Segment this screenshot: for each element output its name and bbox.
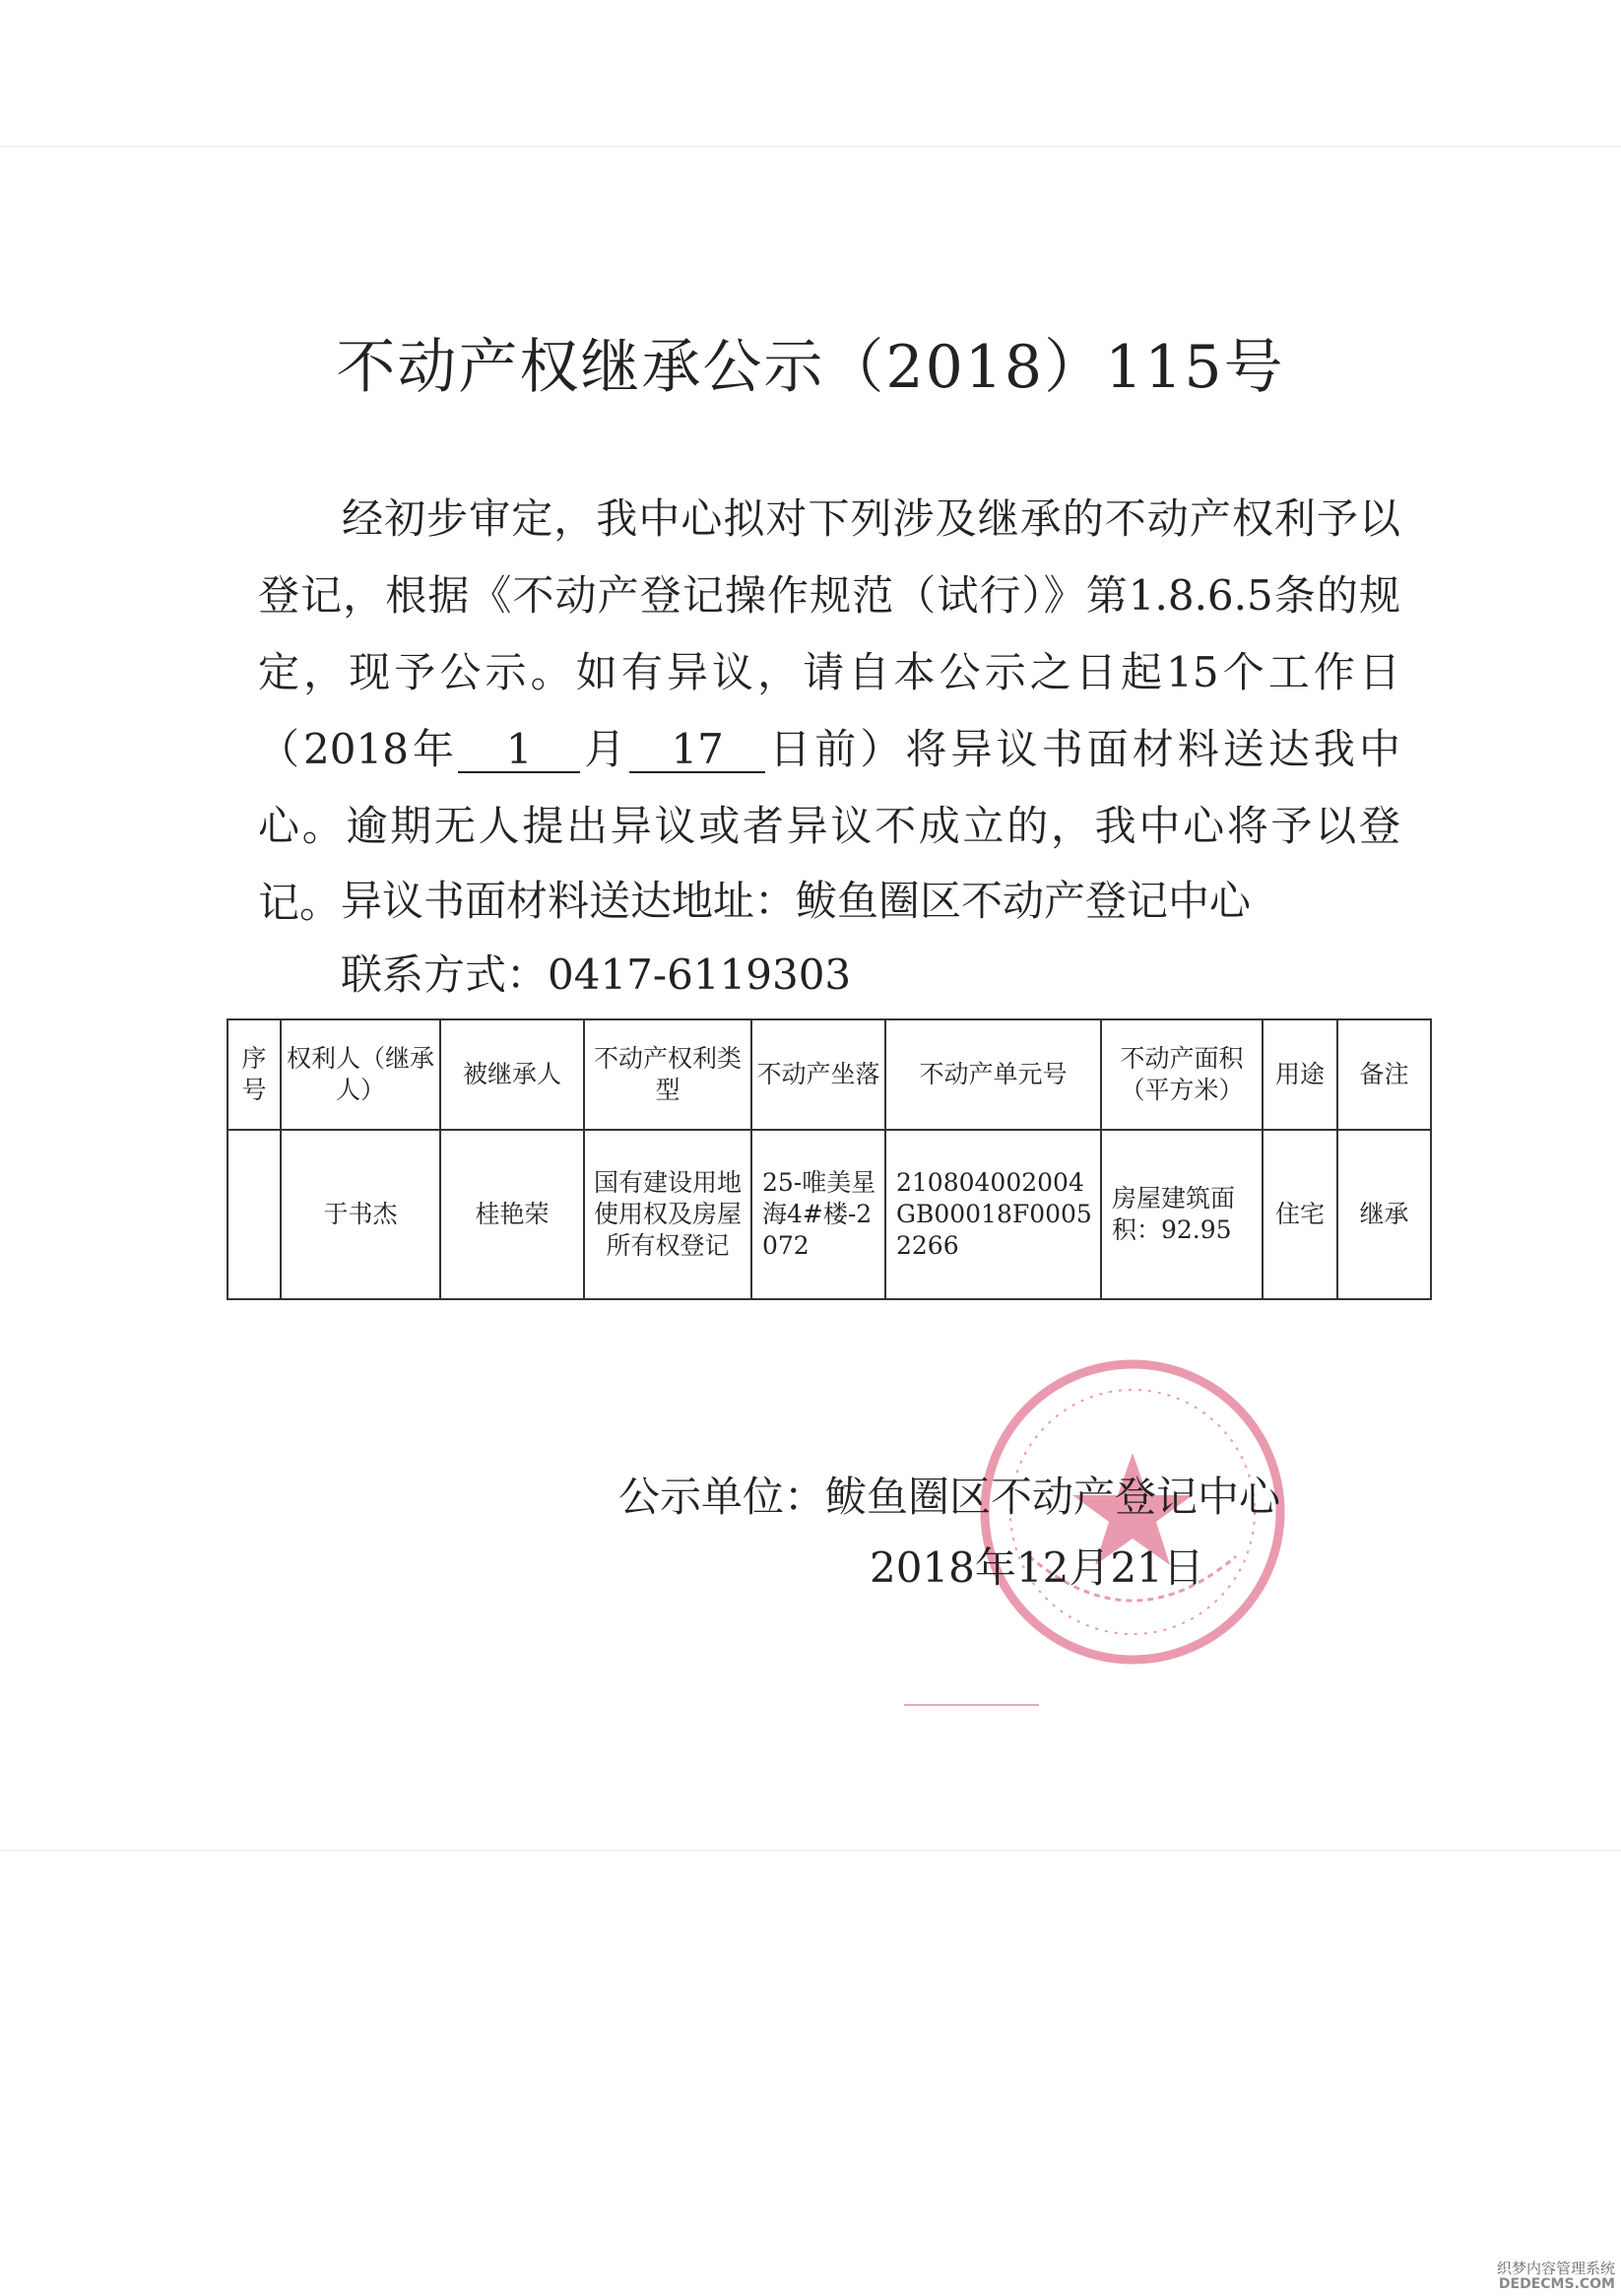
cell-remark: 继承: [1337, 1130, 1431, 1299]
header-unit-no: 不动产单元号: [885, 1019, 1101, 1130]
scan-line: [0, 1850, 1621, 1851]
address-line: [341, 869, 1251, 928]
address-value: 鲅鱼圈区不动产登记中心: [796, 877, 1252, 925]
cell-use: 住宅: [1263, 1130, 1337, 1299]
header-holder: 权利人（继承人）: [281, 1019, 440, 1130]
paragraph-part1: 经初步审定，我中心拟对下列涉及继承的不动产权利予以登记，根据《不动产登记操作规范（试行）》第1.8.6.5条的规定，现予公示。如有异议，请自本公示之日起15个工作日（2018年: [258, 494, 1400, 773]
header-location: 不动产坐落: [751, 1019, 885, 1130]
scan-line: [0, 146, 1621, 147]
cell-holder: 于书杰: [281, 1130, 440, 1299]
paragraph-part2: 日前）将异议书面材料送达我中心。逾期无人提出异议或者异议不成立的，我中心将予以登记。: [258, 725, 1400, 927]
cell-deceased: 桂艳荣: [440, 1130, 584, 1299]
site-watermark: [1497, 2261, 1615, 2292]
header-right-type: 不动产权利类型: [584, 1019, 751, 1130]
header-deceased: 被继承人: [440, 1019, 584, 1130]
cell-unit-no: 210804002004GB00018F00052266: [885, 1130, 1101, 1299]
address-label: 异议书面材料送达地址：: [341, 877, 797, 925]
contact-label: 联系方式：: [341, 951, 549, 999]
issue-date: 2018年12月21日: [870, 1543, 1204, 1592]
day-blank: 17: [629, 728, 765, 773]
decorative-line: [904, 1704, 1039, 1706]
header-seq: 序号: [227, 1019, 281, 1130]
watermark-en: DEDECMS.COM: [1498, 2275, 1615, 2292]
registration-table: [227, 1018, 1432, 1300]
cell-area: 房屋建筑面积：92.95: [1101, 1130, 1263, 1299]
table-row: [227, 1130, 1431, 1299]
cell-right-type: 国有建设用地使用权及房屋所有权登记: [584, 1130, 751, 1299]
header-area: 不动产面积（平方米）: [1101, 1019, 1263, 1130]
cell-location: 25-唯美星海4#楼-2072: [751, 1130, 885, 1299]
month-blank: 1: [458, 728, 580, 773]
header-use: 用途: [1263, 1019, 1337, 1130]
cell-seq: [227, 1130, 281, 1299]
table-header-row: [227, 1019, 1431, 1130]
month-unit: 月: [580, 725, 630, 773]
contact-value: 0417-6119303: [548, 951, 852, 999]
header-remark: 备注: [1337, 1019, 1431, 1130]
watermark-cn: 织梦内容管理系统: [1496, 2260, 1615, 2278]
notice-title: 不动产权继承公示（2018）115号: [336, 333, 1285, 402]
contact-line: [341, 943, 851, 1002]
issuing-unit: 公示单位：鲅鱼圈区不动产登记中心: [618, 1473, 1281, 1521]
